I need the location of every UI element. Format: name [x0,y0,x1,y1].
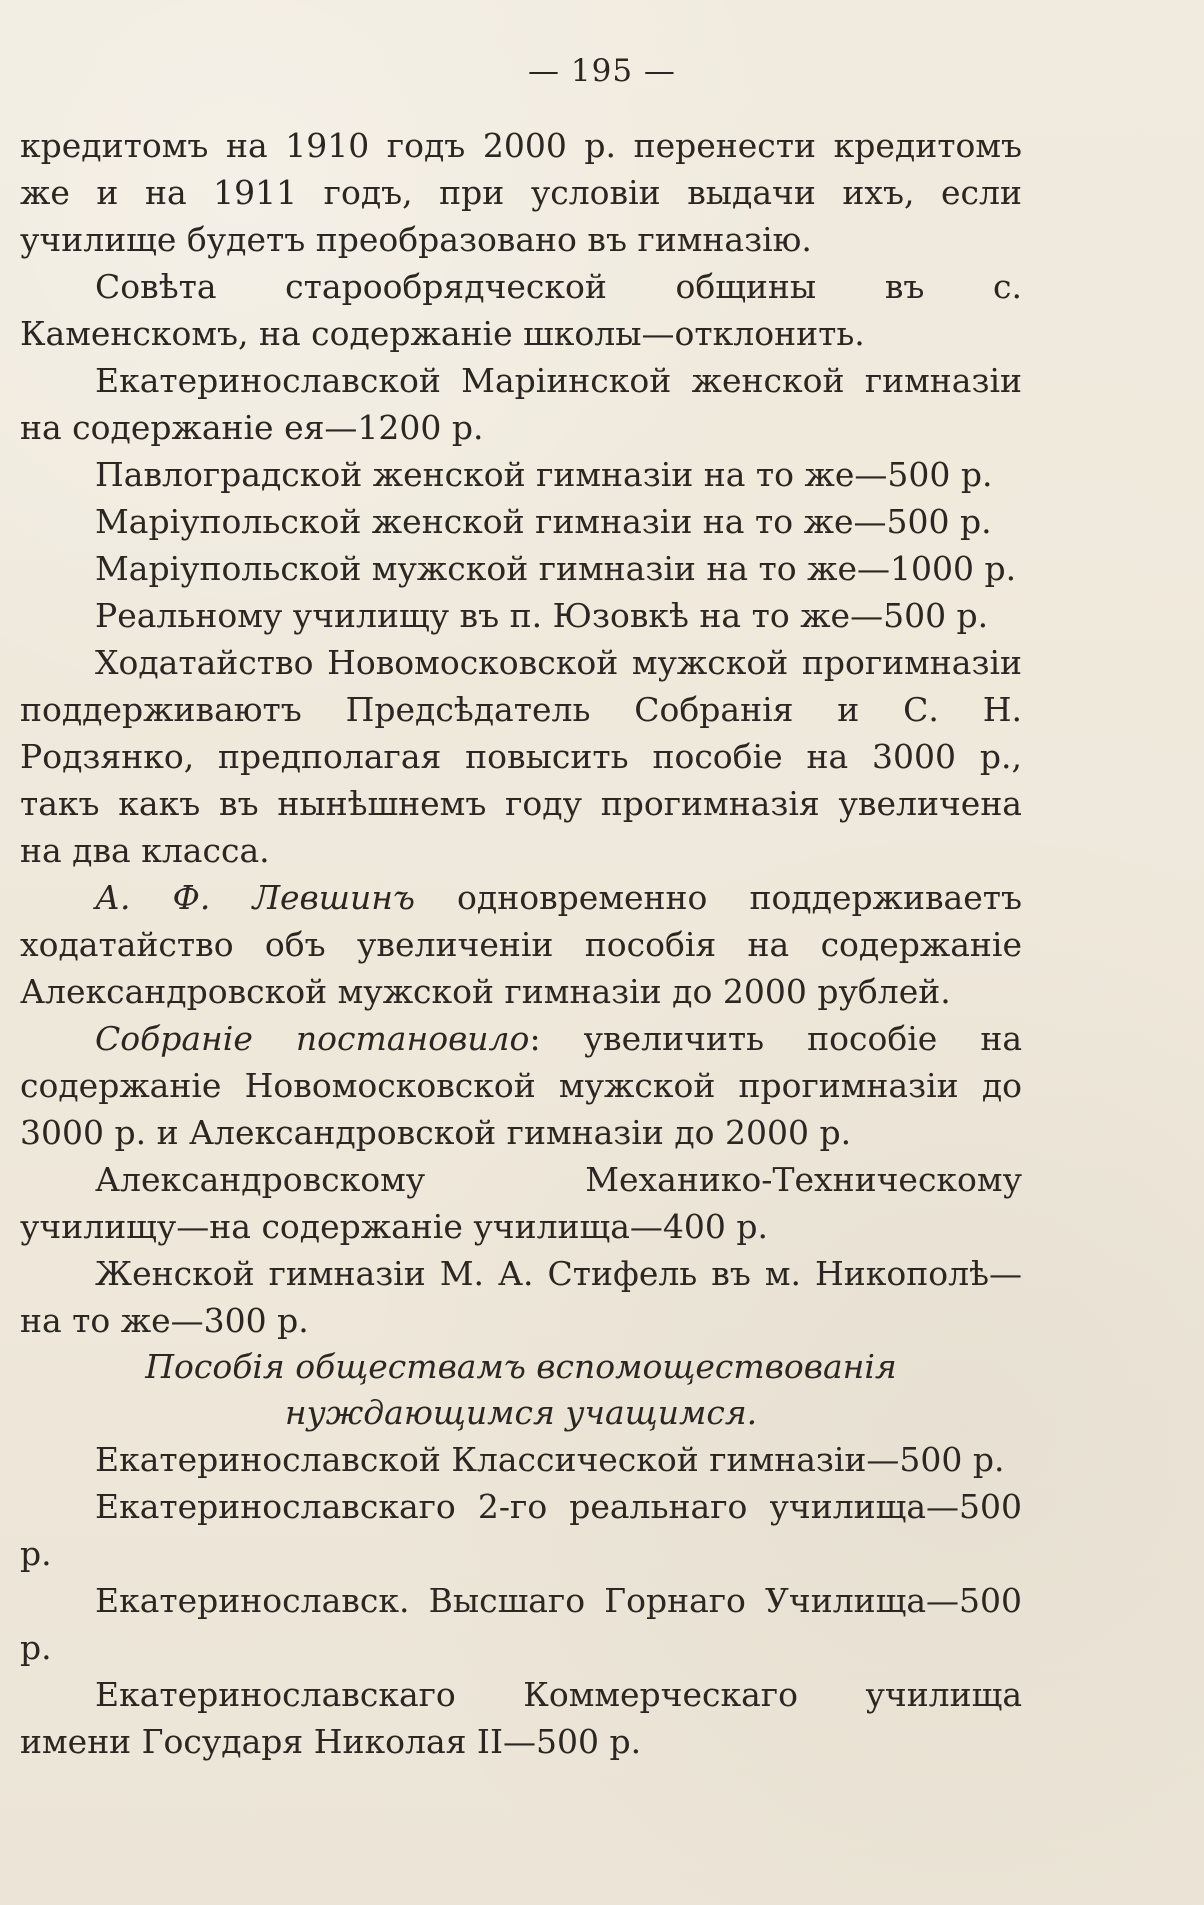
paragraph-mariupol-men [20,545,1022,592]
paragraph-text: Екатеринославской Классической гимназіи—500 р. [95,1440,1005,1479]
paragraph-mechanical-school [20,1156,1022,1250]
page-body [20,122,1022,1765]
paragraph-text: кредитомъ на 1910 годъ 2000 р. перенести кредитомъ же и на 1911 годъ, при условіи выдачи ихъ, если училище будетъ преобразовано въ гимназію. [20,126,1022,259]
paragraph-text: Совѣта старообрядческой общины въ с. Каменскомъ, на содержаніе школы—отклонить. [20,267,1022,353]
paragraph-pavlograd [20,451,1022,498]
paragraph-text: одновременно поддерживаетъ ходатайство объ увеличеніи пособія на содержаніе Александровской мужской гимназіи до 2000 рублей. [20,878,1022,1011]
paragraph-text: Павлоградской женской гимназіи на то же—500 р. [95,455,993,494]
speaker-name: А. Ф. Левшинъ [95,878,415,917]
paragraph-text: Екатеринославск. Высшаго Горнаго Училища—500 р. [20,1581,1022,1667]
paragraph-text: Маріупольской мужской гимназіи на то же—1000 р. [95,549,1017,588]
resolution-label: Собраніе постановило [95,1019,530,1058]
paragraph-text: Женской гимназіи М. А. Стифель въ м. Никополѣ—на то же—300 р. [20,1254,1022,1340]
paragraph-classical-gymnasium [20,1436,1022,1483]
paragraph-petition [20,639,1022,874]
paragraph-text: : увеличить пособіе на содержаніе Новомосковской мужской прогимназіи до 3000 р. и Александровской гимназіи до 2000 р. [20,1019,1023,1152]
paragraph-text: Реальному училищу въ п. Юзовкѣ на то же—500 р. [95,596,989,635]
paragraph-text: Екатеринославскаго Коммерческаго училища имени Государя Николая II—500 р. [20,1675,1022,1761]
paragraph-mining-school [20,1577,1022,1671]
section-heading-text: Пособія обществамъ вспомоществованія нуждающимся учащимся. [145,1347,897,1432]
paragraph-mariupol-women [20,498,1022,545]
paragraph-commercial-school [20,1671,1022,1765]
section-heading [20,1344,1022,1436]
paragraph-ekaterinoslav-mariinsk [20,357,1022,451]
paragraph-text: Александровскому Механико-Техническому училищу—на содержаніе училища—400 р. [20,1160,1022,1246]
continuation-paragraph [20,122,1022,263]
paragraph-sovet [20,263,1022,357]
paragraph-text: Екатеринославскаго 2-го реальнаго училища—500 р. [20,1487,1022,1573]
paragraph-real-school [20,1483,1022,1577]
paragraph-yuzovka [20,592,1022,639]
paragraph-text: Ходатайство Новомосковской мужской прогимназіи поддерживаютъ Предсѣдатель Собранія и С. Н. Родзянко, предполагая повысить пособіе на 3000 р., такъ какъ въ нынѣшнемъ году прогимназія увеличена на два класса. [20,643,1022,870]
paragraph-resolution [20,1015,1022,1156]
page-number: — 195 — [528,53,676,89]
paragraph-levishin [20,874,1022,1015]
paragraph-stifel [20,1250,1022,1344]
paragraph-text: Маріупольской женской гимназіи на то же—500 р. [95,502,992,541]
paragraph-text: Екатеринославской Маріинской женской гимназіи на содержаніе ея—1200 р. [20,361,1022,447]
